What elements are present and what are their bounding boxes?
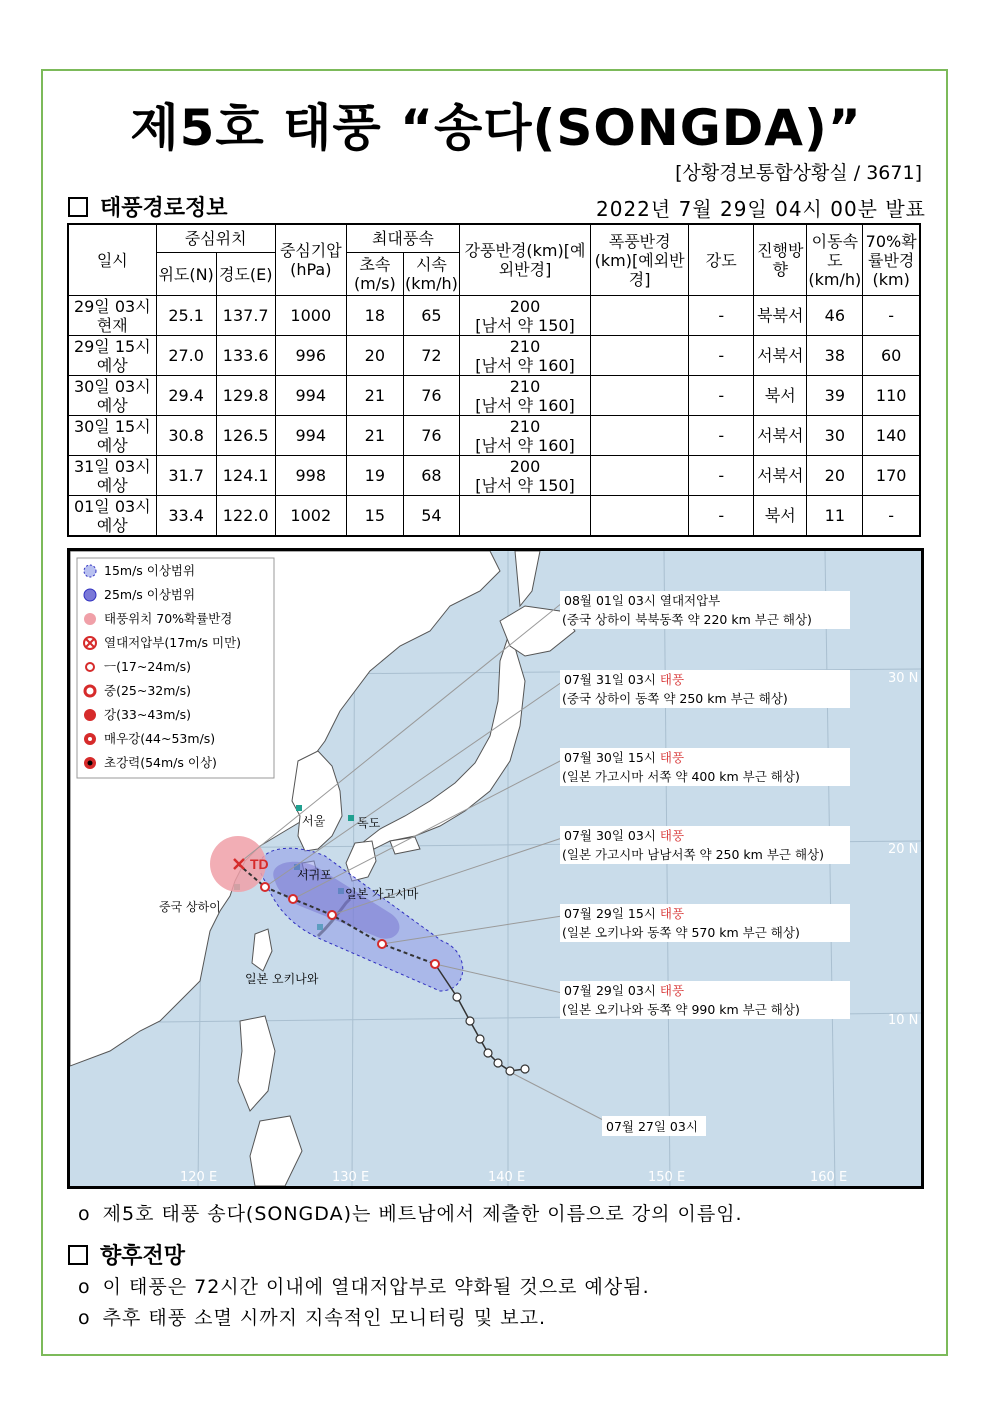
annotation-where: (중국 상하이 동쪽 약 250 km 부근 해상) [562, 691, 788, 706]
typhoon-verystrong-legend-icon [84, 733, 96, 745]
annotation-where: (중국 상하이 북북동쪽 약 220 km 부근 해상) [562, 612, 812, 627]
cell-kmh: 76 [403, 416, 459, 456]
cell-ms: 20 [346, 336, 403, 376]
wind25-legend-icon [84, 589, 96, 601]
annotation-when [564, 906, 684, 921]
annotation-time: 07월 31일 03시 [564, 672, 660, 687]
annotation-typhoon: 태풍 [659, 983, 685, 998]
cell-kmh: 65 [403, 296, 459, 336]
track-table [67, 223, 921, 537]
typhoon-symbol-icon [328, 911, 336, 919]
cell-gale-line: 200 [509, 456, 541, 476]
section-track-label: 태풍경로정보 [100, 196, 228, 221]
legend-item: 강(33~43m/s) [104, 707, 192, 722]
wind15-legend-icon [84, 565, 96, 577]
prob70-legend-icon [84, 613, 96, 625]
cell-speed: 46 [807, 296, 863, 336]
typhoon-symbol-icon [261, 883, 269, 891]
cell-prob: 110 [863, 376, 920, 416]
typhoon-strong-legend-icon [84, 709, 96, 721]
issued-time: 2022년 7월 29일 04시 00분 발표 [596, 197, 926, 221]
checkbox-icon [68, 197, 88, 217]
outlook-item [78, 1303, 546, 1330]
note-name [78, 1199, 743, 1226]
bullet-mark: o [78, 1203, 91, 1225]
lat-label: 20 N [888, 842, 919, 857]
cell-intensity: - [689, 296, 754, 336]
table-row [68, 496, 920, 537]
seoul-label: 서울 [302, 814, 326, 828]
table-row [68, 416, 920, 456]
cell-storm [591, 376, 689, 416]
outlook-text: 추후 태풍 소멸 시까지 지속적인 모니터링 및 보고. [102, 1307, 547, 1329]
cell-lon: 137.7 [216, 296, 275, 336]
cell-time [68, 296, 156, 336]
annotation-when [564, 672, 684, 687]
cell-intensity: - [689, 416, 754, 456]
cell-time-line: 29일 03시 [73, 296, 151, 316]
cell-pres: 1000 [275, 296, 346, 336]
annotation-typhoon: 태풍 [659, 906, 685, 921]
dokdo-label: 독도 [357, 816, 381, 830]
kagoshima-label: 일본 가고시마 [345, 887, 419, 901]
header-maxwind: 최대풍속 [346, 224, 459, 253]
office-label: [상황경보통합상황실 / 3671] [675, 162, 922, 184]
cell-pres: 994 [275, 416, 346, 456]
cell-prob: - [863, 496, 920, 537]
cell-gale-line: [남서 약 160] [475, 395, 575, 415]
cell-storm [591, 416, 689, 456]
annotation-where: (일본 오키나와 동쪽 약 990 km 부근 해상) [562, 1002, 800, 1017]
cell-time-line: 예상 [96, 475, 128, 495]
cell-dir: 북서 [754, 496, 807, 537]
cell-prob: 170 [863, 456, 920, 496]
header-intensity: 강도 [689, 224, 754, 296]
cell-time [68, 416, 156, 456]
cell-lon: 122.0 [216, 496, 275, 537]
cell-kmh: 76 [403, 376, 459, 416]
table-row [68, 376, 920, 416]
header-prob: 70%확률반경(km) [863, 224, 920, 296]
annotation-when [564, 983, 684, 998]
cell-storm [591, 336, 689, 376]
section-outlook-heading [68, 1239, 185, 1270]
cell-gale [459, 456, 590, 496]
lon-label: 120 E [180, 1170, 218, 1185]
cell-time-line: 예상 [96, 395, 128, 415]
cell-lat: 27.0 [156, 336, 216, 376]
annotation-time: 07월 29일 03시 [564, 983, 660, 998]
outlook-item [78, 1272, 650, 1299]
header-kmh: 시속(km/h) [403, 253, 459, 296]
annotation-time: 07월 30일 03시 [564, 828, 660, 843]
annotation-when [564, 750, 684, 765]
cell-speed: 38 [807, 336, 863, 376]
typhoon-track-map [67, 548, 924, 1189]
cell-ms: 18 [346, 296, 403, 336]
cell-time-line: 예상 [96, 515, 128, 535]
header-lat: 위도(N) [156, 253, 216, 296]
cell-pres: 998 [275, 456, 346, 496]
td-label: TD [250, 856, 269, 872]
cell-pres: 1002 [275, 496, 346, 537]
legend-item: 15m/s 이상범위 [104, 563, 196, 578]
header-center: 중심위치 [156, 224, 275, 253]
typhoon-symbol-icon [378, 940, 386, 948]
cell-lat: 25.1 [156, 296, 216, 336]
cell-lat: 30.8 [156, 416, 216, 456]
header-gale: 강풍반경(km)[예외반경] [459, 224, 590, 296]
cell-gale-line: 210 [509, 376, 541, 396]
annotation-where: (일본 가고시마 서쪽 약 400 km 부근 해상) [562, 769, 800, 784]
annotation-when [564, 593, 720, 608]
cell-ms: 21 [346, 376, 403, 416]
legend-item: ㅡ(17~24m/s) [104, 659, 192, 674]
cell-gale [459, 296, 590, 336]
cell-ms: 19 [346, 456, 403, 496]
lon-label: 150 E [648, 1170, 686, 1185]
cell-gale-line: [남서 약 150] [475, 475, 575, 495]
cell-gale [459, 376, 590, 416]
map-legend [77, 558, 274, 778]
cell-kmh: 72 [403, 336, 459, 376]
td-legend-icon [84, 637, 96, 649]
cell-gale [459, 336, 590, 376]
cell-time-line: 30일 03시 [73, 376, 151, 396]
lon-label: 130 E [332, 1170, 370, 1185]
cell-lon: 126.5 [216, 416, 275, 456]
cell-dir: 북서 [754, 376, 807, 416]
cell-gale-line: 210 [509, 336, 541, 356]
annotation-typhoon: 태풍 [659, 828, 685, 843]
cell-prob: - [863, 296, 920, 336]
legend-item: 매우강(44~53m/s) [104, 731, 216, 746]
cell-time-line: 예상 [96, 435, 128, 455]
cell-kmh: 68 [403, 456, 459, 496]
okinawa-label: 일본 오키나와 [245, 972, 319, 986]
lat-label: 30 N [888, 671, 919, 686]
table-row [68, 336, 920, 376]
cell-time [68, 496, 156, 537]
annotation-where: (일본 가고시마 남남서쪽 약 250 km 부근 해상) [562, 847, 824, 862]
cell-gale-line: 200 [509, 296, 541, 316]
cell-storm [591, 296, 689, 336]
cell-dir: 북북서 [754, 296, 807, 336]
cell-time [68, 376, 156, 416]
cell-gale-line: [남서 약 160] [475, 435, 575, 455]
cell-lat: 31.7 [156, 456, 216, 496]
header-pressure: 중심기압(hPa) [275, 224, 346, 296]
lat-label: 10 N [888, 1013, 919, 1028]
page-title: 제5호 태풍 “송다(SONGDA)” [130, 99, 862, 157]
cell-intensity: - [689, 376, 754, 416]
seogwipo-label: 서귀포 [297, 868, 332, 882]
header-speed: 이동속도(km/h) [807, 224, 863, 296]
cell-time [68, 336, 156, 376]
cell-speed: 11 [807, 496, 863, 537]
shanghai-label: 중국 상하이 [159, 900, 221, 914]
cell-kmh: 54 [403, 496, 459, 537]
cell-time-line: 현재 [96, 315, 128, 335]
lon-label: 140 E [488, 1170, 526, 1185]
dokdo-marker [348, 815, 354, 821]
cell-time-line: 31일 03시 [73, 456, 151, 476]
cell-gale [459, 416, 590, 456]
annotation-where: (일본 오키나와 동쪽 약 570 km 부근 해상) [562, 925, 800, 940]
cell-dir: 서북서 [754, 456, 807, 496]
start-label: 07월 27일 03시 [606, 1119, 698, 1134]
cell-time-line: 예상 [96, 355, 128, 375]
cell-ms: 21 [346, 416, 403, 456]
header-storm: 폭풍반경(km)[예외반경] [591, 224, 689, 296]
cell-gale-line: [남서 약 150] [475, 315, 575, 335]
cell-lat: 29.4 [156, 376, 216, 416]
typhoon-symbol-icon [431, 960, 439, 968]
cell-lon: 133.6 [216, 336, 275, 376]
cell-gale [459, 496, 590, 537]
annotation-time: 07월 30일 15시 [564, 750, 660, 765]
outlook-text: 이 태풍은 72시간 이내에 열대저압부로 약화될 것으로 예상됨. [102, 1276, 650, 1298]
cell-storm [591, 496, 689, 537]
annotation-time: 07월 29일 15시 [564, 906, 660, 921]
cell-pres: 996 [275, 336, 346, 376]
table-row [68, 456, 920, 496]
typhoon-medium-legend-icon [85, 686, 95, 696]
cell-ms: 15 [346, 496, 403, 537]
cell-dir: 서북서 [754, 416, 807, 456]
section-track-heading [68, 191, 228, 222]
typhoon-symbol-icon [289, 895, 297, 903]
annotation-typhoon: 태풍 [659, 750, 685, 765]
legend-item: 중(25~32m/s) [104, 683, 192, 698]
bullet-mark: o [78, 1307, 91, 1329]
cell-intensity: - [689, 496, 754, 537]
legend-item: 태풍위치 70%확률반경 [104, 611, 233, 626]
cell-prob: 140 [863, 416, 920, 456]
note-name-text: 제5호 태풍 송다(SONGDA)는 베트남에서 제출한 이름으로 강의 이름임. [102, 1203, 743, 1225]
header-time: 일시 [68, 224, 156, 296]
cell-dir: 서북서 [754, 336, 807, 376]
cell-time-line: 29일 15시 [73, 336, 151, 356]
cell-intensity: - [689, 456, 754, 496]
cell-time-line: 30일 15시 [73, 416, 151, 436]
cell-prob: 60 [863, 336, 920, 376]
cell-lat: 33.4 [156, 496, 216, 537]
cell-time [68, 456, 156, 496]
legend-item: 25m/s 이상범위 [104, 587, 196, 602]
cell-pres: 994 [275, 376, 346, 416]
typhoon-super-legend-icon [84, 757, 96, 769]
cell-speed: 39 [807, 376, 863, 416]
cell-lon: 124.1 [216, 456, 275, 496]
header-lon: 경도(E) [216, 253, 275, 296]
cell-speed: 30 [807, 416, 863, 456]
annotation-time: 08월 01일 03시 열대저압부 [564, 593, 721, 608]
checkbox-icon [68, 1245, 88, 1265]
annotation-when [564, 828, 684, 843]
bullet-mark: o [78, 1276, 91, 1298]
legend-item: 초강력(54m/s 이상) [104, 755, 217, 770]
header-direction: 진행방향 [754, 224, 807, 296]
table-row [68, 296, 920, 336]
cell-gale-line: [남서 약 160] [475, 355, 575, 375]
cell-storm [591, 456, 689, 496]
annotation-typhoon: 태풍 [659, 672, 685, 687]
seoul-marker [296, 805, 302, 811]
legend-item: 열대저압부(17m/s 미만) [104, 635, 242, 650]
cell-intensity: - [689, 336, 754, 376]
section-outlook-label: 향후전망 [100, 1244, 186, 1269]
cell-speed: 20 [807, 456, 863, 496]
typhoon-weak-legend-icon [86, 663, 94, 671]
cell-gale-line: 210 [509, 416, 541, 436]
lon-label: 160 E [810, 1170, 848, 1185]
cell-lon: 129.8 [216, 376, 275, 416]
cell-time-line: 01일 03시 [73, 496, 151, 516]
header-ms: 초속(m/s) [346, 253, 403, 296]
